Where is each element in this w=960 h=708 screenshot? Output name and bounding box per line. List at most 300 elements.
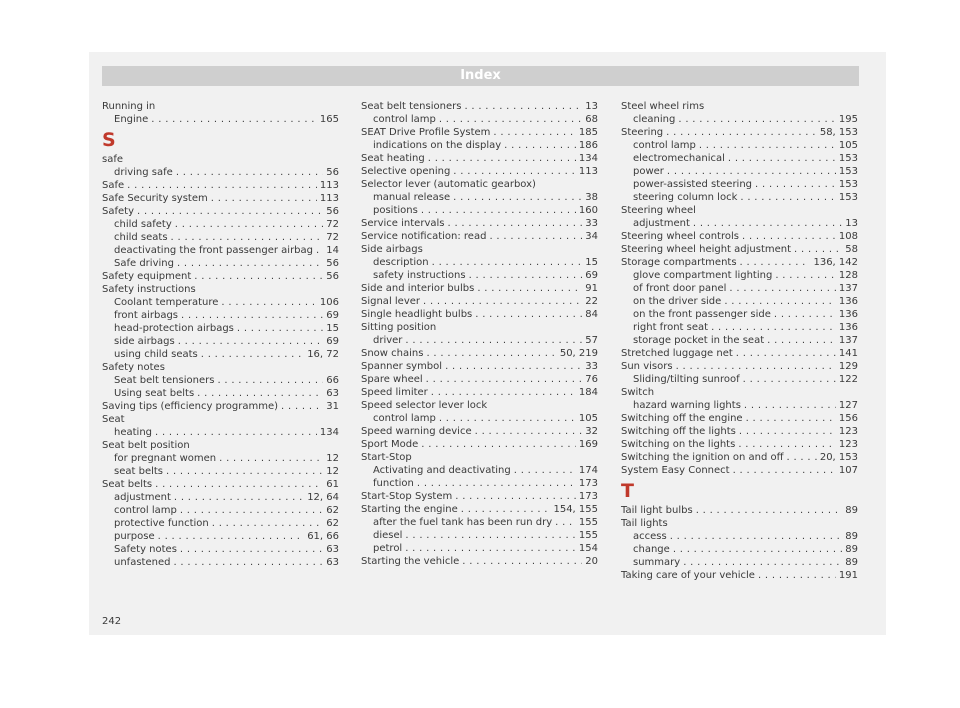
- index-entry: [621, 360, 858, 373]
- dot-leader: [477, 282, 582, 295]
- index-subentry: [621, 308, 858, 321]
- dot-leader: [774, 308, 836, 321]
- entry-pages: 34: [585, 231, 598, 242]
- dot-leader: [678, 113, 836, 126]
- dot-leader: [421, 204, 576, 217]
- dot-leader: [693, 217, 842, 230]
- entry-term: Speed limiter: [361, 387, 428, 398]
- entry-term: cleaning: [633, 114, 676, 125]
- dot-leader: [281, 400, 323, 413]
- entry-pages: 32: [585, 426, 598, 437]
- index-column-3: [621, 100, 858, 582]
- index-subentry: [361, 477, 598, 490]
- entry-pages: 62: [326, 505, 339, 516]
- entry-pages: 123: [838, 426, 858, 437]
- entry-pages: 129: [838, 361, 858, 372]
- entry-pages: 72: [326, 219, 339, 230]
- entry-term: hazard warning lights: [633, 400, 741, 411]
- index-heading: Running in: [102, 101, 156, 112]
- index-subentry: [102, 335, 339, 348]
- entry-pages: 122: [838, 374, 858, 385]
- dot-leader: [212, 517, 324, 530]
- entry-term: Seat belt tensioners: [114, 375, 215, 386]
- dot-leader: [219, 452, 323, 465]
- dot-leader: [740, 191, 836, 204]
- index-subentry: [102, 530, 339, 543]
- entry-pages: 113: [319, 193, 339, 204]
- index-subentry: [361, 191, 598, 204]
- entry-term: Coolant temperature: [114, 297, 219, 308]
- entry-pages: 12: [326, 466, 339, 477]
- index-subentry: [621, 334, 858, 347]
- dot-leader: [475, 308, 582, 321]
- index-heading: Tail lights: [621, 518, 668, 529]
- dot-leader: [421, 438, 576, 451]
- dot-leader: [158, 530, 305, 543]
- index-entry: [361, 347, 598, 360]
- index-entry: [361, 295, 598, 308]
- entry-term: Starting the engine: [361, 504, 458, 515]
- entry-term: Steering wheel height adjustment: [621, 244, 792, 255]
- index-entry: [361, 373, 598, 386]
- entry-term: manual release: [373, 192, 451, 203]
- index-heading: Steering wheel: [621, 205, 696, 216]
- index-entry: [621, 243, 858, 256]
- index-entry: [621, 230, 858, 243]
- entry-pages: 16, 72: [307, 349, 339, 360]
- index-subentry: [361, 464, 598, 477]
- dot-leader: [175, 218, 323, 231]
- entry-term: access: [633, 531, 667, 542]
- entry-term: Seat belt tensioners: [361, 101, 462, 112]
- dot-leader: [417, 477, 576, 490]
- index-subentry: [361, 256, 598, 269]
- entry-term: description: [373, 257, 429, 268]
- index-subentry: [102, 113, 339, 126]
- entry-term: Selective opening: [361, 166, 451, 177]
- index-heading: Seat: [102, 414, 125, 425]
- dot-leader: [767, 334, 836, 347]
- dot-leader: [514, 464, 576, 477]
- entry-pages: 105: [838, 140, 858, 151]
- index-subentry: [361, 529, 598, 542]
- dot-leader: [699, 139, 836, 152]
- entry-pages: 160: [578, 205, 598, 216]
- dot-leader: [453, 165, 576, 178]
- dot-leader: [151, 113, 317, 126]
- entry-term: Safety equipment: [102, 271, 192, 282]
- entry-term: Sport Mode: [361, 439, 419, 450]
- dot-leader: [405, 542, 576, 555]
- dot-leader: [211, 192, 317, 205]
- entry-term: power-assisted steering: [633, 179, 753, 190]
- dot-leader: [194, 270, 323, 283]
- entry-pages: 58: [845, 244, 858, 255]
- entry-pages: 141: [838, 348, 858, 359]
- entry-pages: 14: [326, 245, 339, 256]
- entry-term: driving safe: [114, 167, 173, 178]
- entry-pages: 20: [585, 556, 598, 567]
- dot-leader: [758, 569, 836, 582]
- entry-term: right front seat: [633, 322, 709, 333]
- entry-pages: 154, 155: [553, 504, 598, 515]
- entry-term: Steering: [621, 127, 664, 138]
- entry-term: safety instructions: [373, 270, 466, 281]
- index-entry: [621, 256, 858, 269]
- index-subentry: [361, 516, 598, 529]
- entry-pages: 136, 142: [813, 257, 858, 268]
- entry-pages: 13: [585, 101, 598, 112]
- entry-pages: 173: [578, 478, 598, 489]
- entry-pages: 33: [585, 218, 598, 229]
- index-subentry: [621, 543, 858, 556]
- index-subentry: [102, 426, 339, 439]
- entry-pages: 69: [326, 336, 339, 347]
- dot-leader: [316, 244, 323, 257]
- entry-pages: 136: [838, 309, 858, 320]
- entry-term: Safety notes: [114, 544, 177, 555]
- entry-pages: 63: [326, 544, 339, 555]
- entry-pages: 173: [578, 491, 598, 502]
- index-subentry: [361, 139, 598, 152]
- entry-term: Storage compartments: [621, 257, 737, 268]
- entry-term: Seat belts: [102, 479, 153, 490]
- index-entry: [621, 464, 858, 477]
- index-heading: Steel wheel rims: [621, 101, 705, 112]
- index-subentry: [621, 295, 858, 308]
- dot-leader: [724, 295, 836, 308]
- index-subentry: [102, 465, 339, 478]
- entry-pages: 57: [585, 335, 598, 346]
- dot-leader: [180, 543, 323, 556]
- dot-leader: [201, 348, 304, 361]
- entry-term: purpose: [114, 531, 155, 542]
- entry-term: Starting the vehicle: [361, 556, 460, 567]
- index-subentry: [102, 348, 339, 361]
- entry-term: System Easy Connect: [621, 465, 730, 476]
- index-entry: [102, 478, 339, 491]
- dot-leader: [462, 555, 582, 568]
- entry-pages: 56: [326, 206, 339, 217]
- index-subentry: [102, 491, 339, 504]
- index-subentry: [102, 556, 339, 569]
- index-subentry: [102, 543, 339, 556]
- entry-pages: 191: [838, 570, 858, 581]
- entry-term: using child seats: [114, 349, 198, 360]
- entry-pages: 89: [845, 544, 858, 555]
- entry-pages: 66: [326, 375, 339, 386]
- dot-leader: [740, 256, 811, 269]
- entry-pages: 76: [585, 374, 598, 385]
- index-entry: [621, 451, 858, 464]
- dot-leader: [171, 231, 324, 244]
- dot-leader: [423, 295, 582, 308]
- index-entry: [361, 126, 598, 139]
- index-subentry: [102, 452, 339, 465]
- entry-pages: 136: [838, 322, 858, 333]
- index-subentry: [621, 321, 858, 334]
- index-entry: [361, 503, 598, 516]
- dot-leader: [489, 230, 582, 243]
- entry-term: after the fuel tank has been run dry: [373, 517, 553, 528]
- dot-leader: [176, 166, 323, 179]
- entry-term: petrol: [373, 543, 403, 554]
- dot-leader: [455, 490, 576, 503]
- index-entry: [102, 179, 339, 192]
- section-letter: S: [102, 129, 116, 151]
- entry-pages: 186: [578, 140, 598, 151]
- entry-term: positions: [373, 205, 418, 216]
- entry-pages: 20, 153: [819, 452, 858, 463]
- entry-pages: 69: [326, 310, 339, 321]
- index-subentry: [102, 322, 339, 335]
- index-heading: Switch: [621, 387, 655, 398]
- entry-pages: 134: [319, 427, 339, 438]
- entry-pages: 185: [578, 127, 598, 138]
- index-subentry: [102, 374, 339, 387]
- entry-pages: 153: [838, 153, 858, 164]
- entry-term: Spanner symbol: [361, 361, 443, 372]
- entry-term: seat belts: [114, 466, 163, 477]
- entry-term: steering column lock: [633, 192, 738, 203]
- entry-term: Spare wheel: [361, 374, 423, 385]
- entry-term: adjustment: [633, 218, 690, 229]
- entry-term: protective function: [114, 518, 209, 529]
- entry-pages: 63: [326, 388, 339, 399]
- index-subentry: [621, 152, 858, 165]
- entry-term: control lamp: [114, 505, 177, 516]
- dot-leader: [174, 491, 304, 504]
- dot-leader: [166, 465, 323, 478]
- dot-leader: [221, 296, 316, 309]
- section-letter: T: [621, 480, 634, 502]
- entry-pages: 72: [326, 232, 339, 243]
- entry-term: Switching on the lights: [621, 439, 736, 450]
- index-entry: [361, 360, 598, 373]
- entry-pages: 155: [578, 517, 598, 528]
- dot-leader: [683, 556, 842, 569]
- dot-leader: [794, 243, 842, 256]
- entry-pages: 56: [326, 258, 339, 269]
- index-subentry: [621, 373, 858, 386]
- entry-term: Safe driving: [114, 258, 174, 269]
- index-subentry: [621, 139, 858, 152]
- entry-term: front airbags: [114, 310, 179, 321]
- entry-term: Saving tips (efficiency programme): [102, 401, 279, 412]
- index-subentry: [102, 517, 339, 530]
- dot-leader: [405, 529, 575, 542]
- entry-term: Signal lever: [361, 296, 421, 307]
- dot-leader: [775, 269, 836, 282]
- dot-leader: [696, 504, 843, 517]
- index-heading: safe: [102, 154, 124, 165]
- entry-term: adjustment: [114, 492, 171, 503]
- entry-term: driver: [373, 335, 403, 346]
- index-subentry: [621, 113, 858, 126]
- entry-pages: 136: [838, 296, 858, 307]
- entry-term: control lamp: [633, 140, 696, 151]
- dot-leader: [744, 399, 836, 412]
- dot-leader: [738, 438, 836, 451]
- entry-term: Stretched luggage net: [621, 348, 733, 359]
- index-subentry: [102, 166, 339, 179]
- entry-term: Taking care of your vehicle: [621, 570, 755, 581]
- entry-term: Single headlight bulbs: [361, 309, 473, 320]
- entry-term: unfastened: [114, 557, 171, 568]
- entry-pages: 63: [326, 557, 339, 568]
- entry-pages: 61: [326, 479, 339, 490]
- entry-pages: 195: [838, 114, 858, 125]
- entry-pages: 153: [838, 166, 858, 177]
- entry-term: Using seat belts: [114, 388, 195, 399]
- dot-leader: [155, 426, 317, 439]
- index-entry: [102, 400, 339, 413]
- entry-pages: 137: [838, 335, 858, 346]
- entry-pages: 169: [578, 439, 598, 450]
- index-heading: Start-Stop: [361, 452, 412, 463]
- index-subentry: [621, 556, 858, 569]
- dot-leader: [729, 282, 836, 295]
- index-subentry: [102, 296, 339, 309]
- index-subentry: [361, 269, 598, 282]
- dot-leader: [439, 113, 582, 126]
- index-subentry: [361, 113, 598, 126]
- entry-pages: 134: [578, 153, 598, 164]
- entry-pages: 156: [838, 413, 858, 424]
- dot-leader: [405, 334, 582, 347]
- dot-leader: [787, 451, 817, 464]
- entry-pages: 89: [845, 557, 858, 568]
- index-heading: Speed selector lever lock: [361, 400, 488, 411]
- entry-term: Safety: [102, 206, 134, 217]
- index-heading: Side airbags: [361, 244, 423, 255]
- dot-leader: [197, 387, 323, 400]
- page-number: 242: [102, 616, 122, 627]
- entry-pages: 153: [838, 192, 858, 203]
- index-entry: [361, 282, 598, 295]
- dot-leader: [742, 230, 836, 243]
- dot-leader: [432, 256, 583, 269]
- index-column-1: [102, 100, 339, 569]
- dot-leader: [493, 126, 575, 139]
- index-entry: [361, 386, 598, 399]
- entry-term: Engine: [114, 114, 149, 125]
- entry-term: Side and interior bulbs: [361, 283, 475, 294]
- dot-leader: [173, 556, 323, 569]
- index-subentry: [102, 257, 339, 270]
- index-entry: [361, 425, 598, 438]
- entry-pages: 22: [585, 296, 598, 307]
- dot-leader: [428, 152, 576, 165]
- entry-term: storage pocket in the seat: [633, 335, 765, 346]
- index-entry: [361, 165, 598, 178]
- dot-leader: [426, 347, 556, 360]
- dot-leader: [127, 179, 317, 192]
- entry-term: electromechanical: [633, 153, 725, 164]
- entry-term: change: [633, 544, 670, 555]
- entry-term: Start-Stop System: [361, 491, 453, 502]
- entry-pages: 165: [319, 114, 339, 125]
- index-subentry: [621, 282, 858, 295]
- index-subentry: [102, 244, 339, 257]
- index-entry: [361, 217, 598, 230]
- index-subentry: [102, 218, 339, 231]
- entry-term: deactivating the front passenger airbag: [114, 245, 314, 256]
- entry-pages: 13: [845, 218, 858, 229]
- entry-pages: 89: [845, 531, 858, 542]
- dot-leader: [739, 425, 836, 438]
- index-heading: Seat belt position: [102, 440, 190, 451]
- index-subentry: [361, 204, 598, 217]
- index-entry: [621, 126, 858, 139]
- dot-leader: [439, 412, 576, 425]
- entry-term: on the driver side: [633, 296, 722, 307]
- entry-pages: 56: [326, 271, 339, 282]
- entry-term: Activating and deactivating: [373, 465, 511, 476]
- entry-pages: 105: [578, 413, 598, 424]
- index-heading: Selector lever (automatic gearbox): [361, 179, 536, 190]
- entry-pages: 154: [578, 543, 598, 554]
- index-subentry: [361, 412, 598, 425]
- index-column-2: [361, 100, 598, 568]
- entry-term: control lamp: [373, 413, 436, 424]
- entry-pages: 12: [326, 453, 339, 464]
- index-subentry: [621, 269, 858, 282]
- entry-term: Switching the ignition on and off: [621, 452, 784, 463]
- index-subentry: [102, 504, 339, 517]
- dot-leader: [555, 516, 576, 529]
- index-entry: [361, 438, 598, 451]
- index-entry: [361, 490, 598, 503]
- entry-pages: 12, 64: [307, 492, 339, 503]
- dot-leader: [504, 139, 576, 152]
- index-entry: [621, 347, 858, 360]
- dot-leader: [426, 373, 583, 386]
- entry-pages: 69: [585, 270, 598, 281]
- index-subentry: [621, 399, 858, 412]
- entry-pages: 15: [585, 257, 598, 268]
- entry-term: diesel: [373, 530, 403, 541]
- index-subentry: [621, 217, 858, 230]
- dot-leader: [431, 386, 576, 399]
- entry-term: control lamp: [373, 114, 436, 125]
- index-entry: [621, 504, 858, 517]
- dot-leader: [177, 257, 323, 270]
- index-heading: Sitting position: [361, 322, 437, 333]
- entry-term: Service notification: read: [361, 231, 487, 242]
- dot-leader: [178, 335, 324, 348]
- index-entry: [102, 192, 339, 205]
- entry-pages: 31: [326, 401, 339, 412]
- entry-pages: 107: [838, 465, 858, 476]
- entry-pages: 153: [838, 179, 858, 190]
- dot-leader: [453, 191, 582, 204]
- index-entry: [361, 230, 598, 243]
- entry-pages: 113: [319, 180, 339, 191]
- entry-term: Snow chains: [361, 348, 424, 359]
- dot-leader: [746, 412, 836, 425]
- index-subentry: [102, 309, 339, 322]
- entry-term: Steering wheel controls: [621, 231, 739, 242]
- entry-term: head-protection airbags: [114, 323, 234, 334]
- entry-term: of front door panel: [633, 283, 727, 294]
- dot-leader: [237, 322, 323, 335]
- index-subentry: [621, 530, 858, 543]
- dot-leader: [464, 100, 582, 113]
- dot-leader: [676, 360, 836, 373]
- index-heading: Safety instructions: [102, 284, 196, 295]
- entry-term: side airbags: [114, 336, 175, 347]
